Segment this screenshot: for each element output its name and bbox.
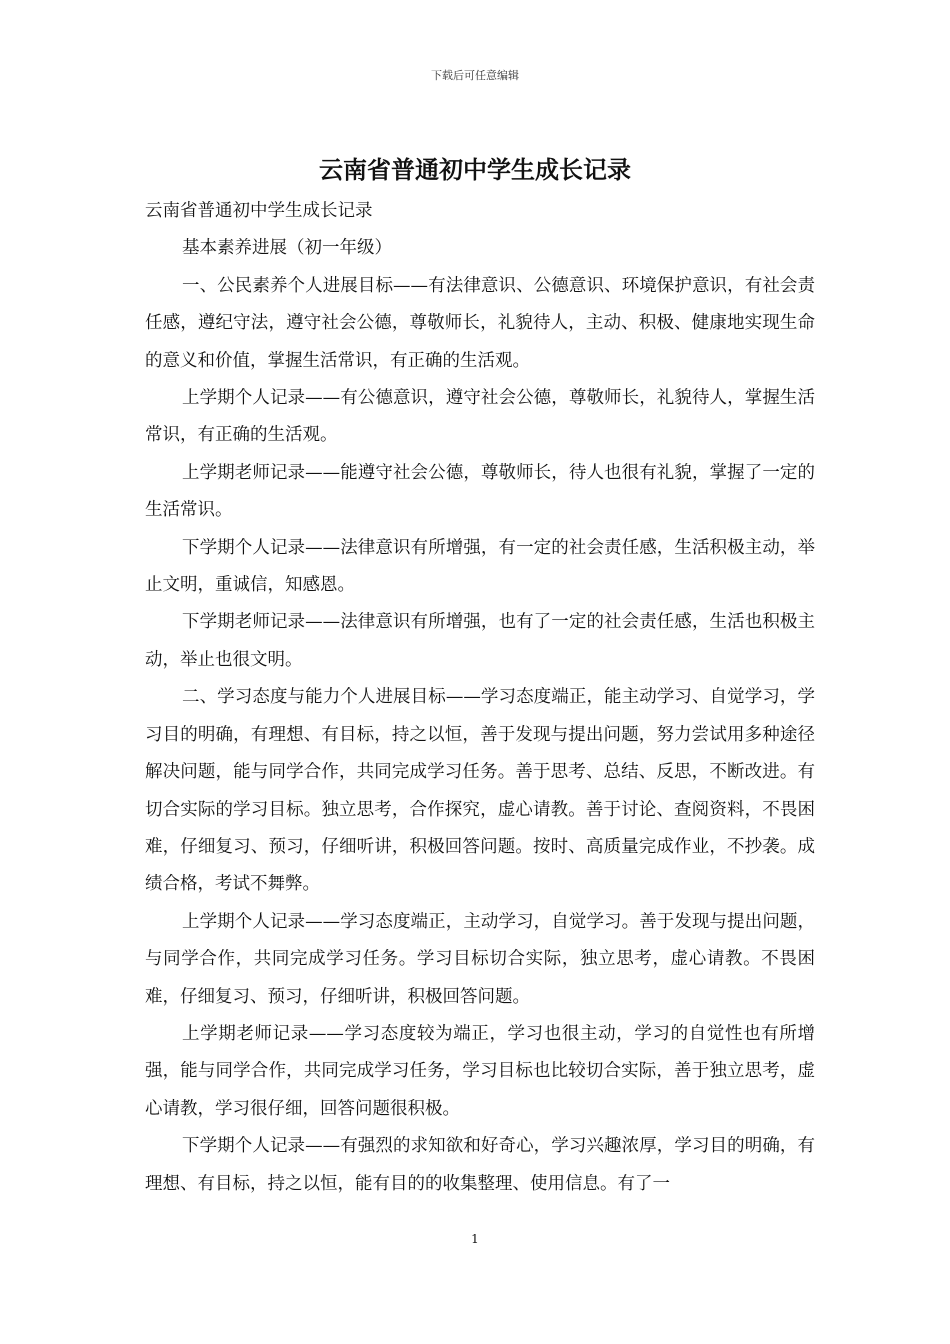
- paragraph-civic-term2-personal: 下学期个人记录——法律意识有所增强，有一定的社会责任感，生活积极主动，举止文明，重诚信，知感恩。: [145, 537, 815, 596]
- paragraph-civic-term1-personal: 上学期个人记录——有公德意识，遵守社会公德，尊敬师长，礼貌待人，掌握生活常识，有正确的生活观。: [145, 388, 815, 446]
- paragraph-section-heading: 基本素养进展（初一年级）: [182, 238, 392, 259]
- paragraph-civic-goal: 一、公民素养个人进展目标——有法律意识、公德意识、环境保护意识，有社会责任感，遵纪守法，遵守社会公德，尊敬师长，礼貌待人，主动、积极、健康地实现生命的意义和价值，掌握生活常识，有正确的生活观。: [145, 275, 815, 371]
- paragraph-study-term2-personal: 下学期个人记录——有强烈的求知欲和好奇心，学习兴趣浓厚，学习目的明确，有理想、有目标，持之以恒，能有目的的收集整理、使用信息。有了一: [145, 1136, 815, 1194]
- document-body: [145, 193, 815, 1203]
- header-note: 下载后可任意编辑: [431, 69, 519, 82]
- document-title: 云南省普通初中学生成长记录: [319, 155, 631, 184]
- paragraph-record-heading: 云南省普通初中学生成长记录: [145, 201, 373, 221]
- paragraph-civic-term2-teacher: 下学期老师记录——法律意识有所增强，也有了一定的社会责任感，生活也积极主动，举止也很文明。: [145, 612, 815, 670]
- paragraph-study-term1-teacher: 上学期老师记录——学习态度较为端正，学习也很主动，学习的自觉性也有所增强，能与同学合作，共同完成学习任务，学习目标也比较切合实际，善于独立思考，虚心请教，学习很仔细，回答问题很积极。: [145, 1023, 815, 1119]
- page-number: 1: [471, 1232, 479, 1246]
- paragraph-study-term1-personal: 上学期个人记录——学习态度端正，主动学习，自觉学习。善于发现与提出问题，与同学合作，共同完成学习任务。学习目标切合实际，独立思考，虚心请教。不畏困难，仔细复习、预习，仔细听讲，积极回答问题。: [145, 911, 815, 1007]
- paragraph-study-goal: 二、学习态度与能力个人进展目标——学习态度端正，能主动学习、自觉学习，学习目的明确，有理想、有目标，持之以恒，善于发现与提出问题，努力尝试用多种途径解决问题，能与同学合作，共同完成学习任务。善于思考、总结、反思，不断改进。有切合实际的学习目标。独立思考，合作探究，虚心请教。善于讨论、查阅资料，不畏困难，仔细复习、预习，仔细听讲，积极回答问题。按时、高质量完成作业，不抄袭。成绩合格，考试不舞弊。: [145, 687, 815, 895]
- paragraph-civic-term1-teacher: 上学期老师记录——能遵守社会公德，尊敬师长，待人也很有礼貌，掌握了一定的生活常识。: [145, 462, 815, 521]
